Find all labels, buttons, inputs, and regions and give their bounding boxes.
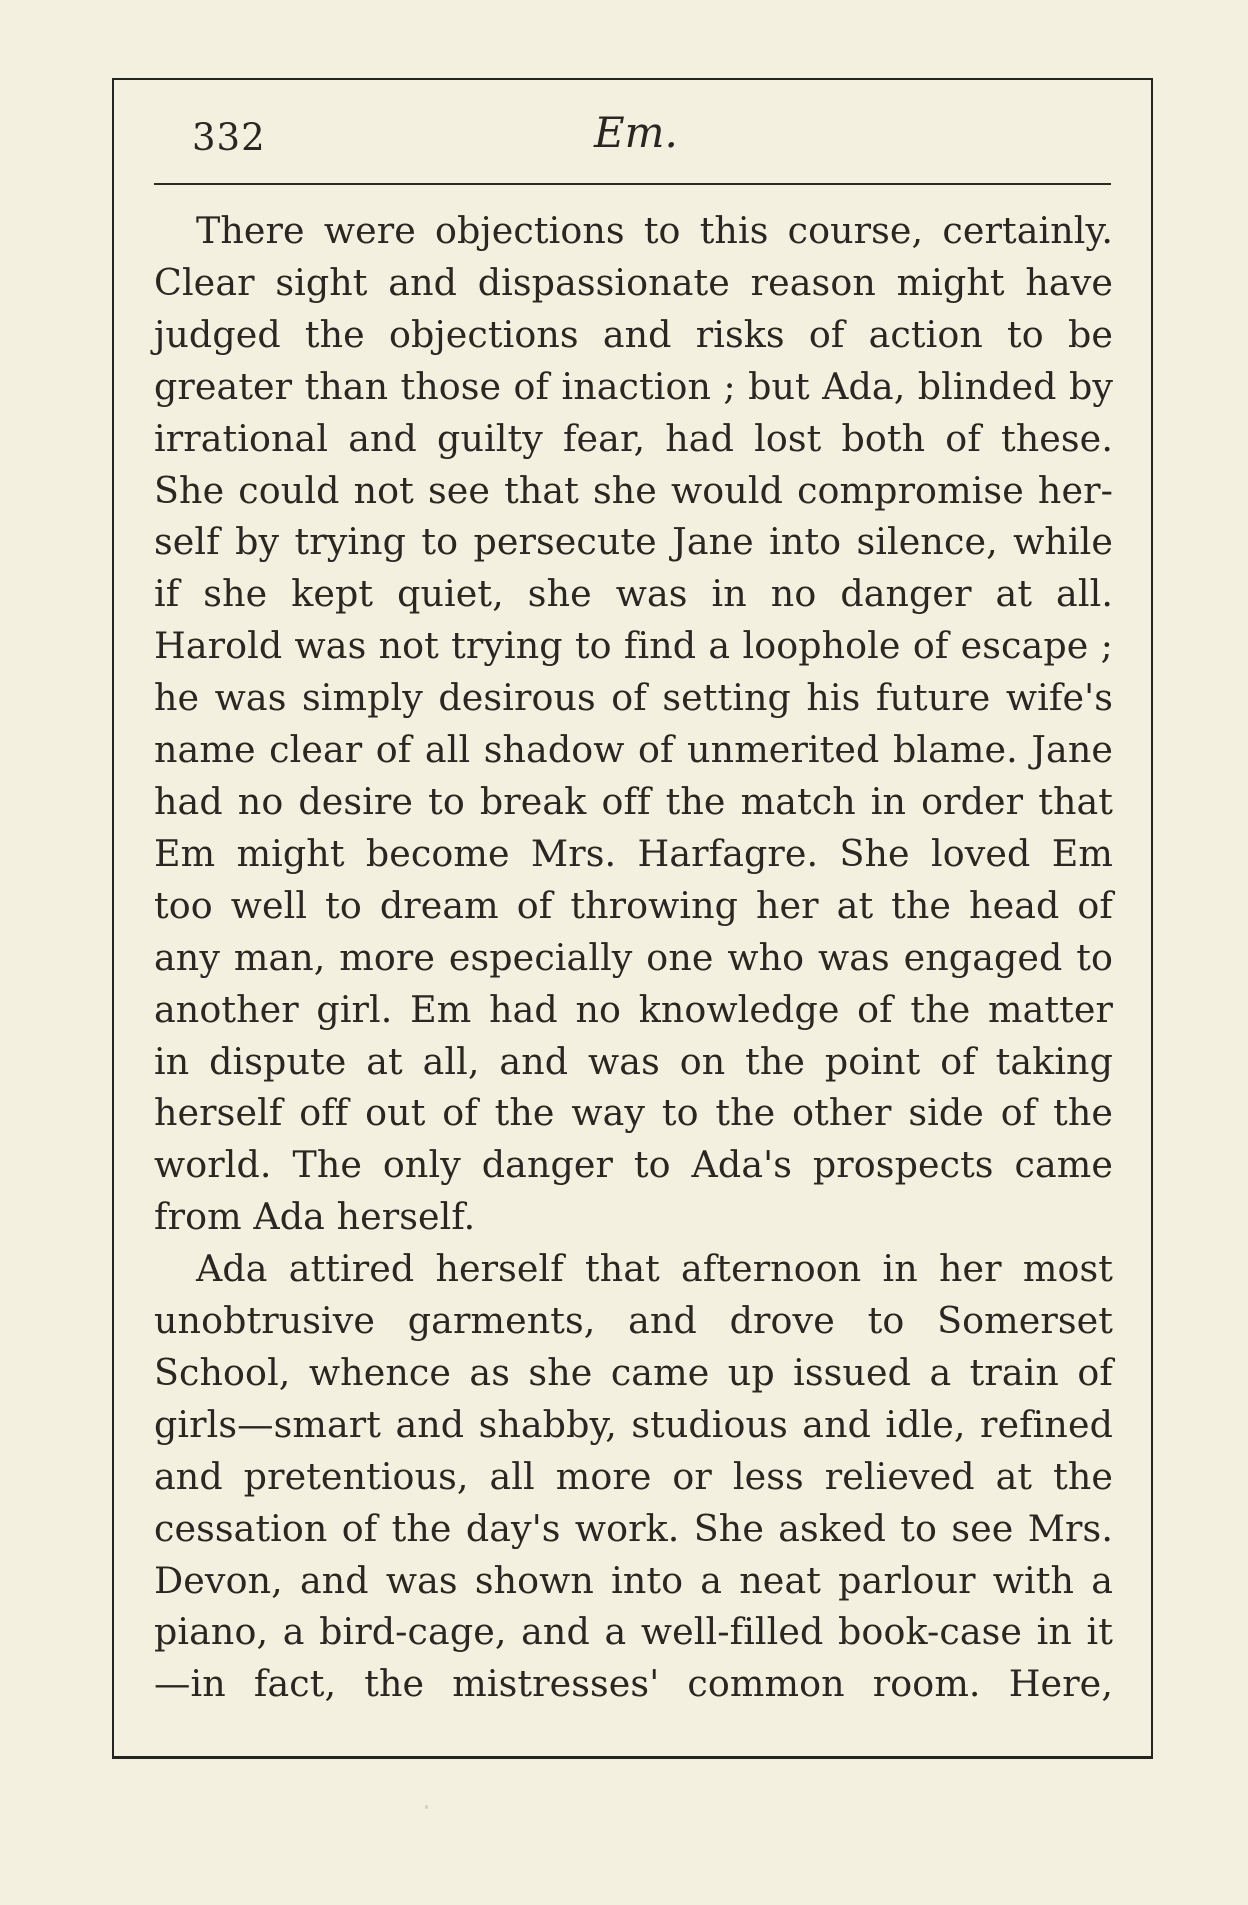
text-line: greater than those of inaction ; but Ada, blinded by xyxy=(154,364,1113,408)
text-line: had no desire to break off the match in order that xyxy=(154,779,1113,823)
text-line: herself off out of the way to the other side of the xyxy=(154,1091,1113,1135)
text-line: judged the objections and risks of action to be xyxy=(154,312,1113,356)
paper-speck xyxy=(425,1805,428,1809)
paragraph-2 xyxy=(154,1243,1113,1710)
text-line: he was simply desirous of setting his future wife's xyxy=(154,676,1113,720)
text-line: world. The only danger to Ada's prospects came xyxy=(154,1143,1113,1187)
text-line: She could not see that she would compromise her- xyxy=(154,468,1113,512)
text-line: There were objections to this course, certainly. xyxy=(196,209,1113,252)
text-line: irrational and guilty fear, had lost both of these. xyxy=(154,416,1113,460)
text-line: any man, more especially one who was engaged to xyxy=(154,935,1113,979)
text-line: if she kept quiet, she was in no danger at all. xyxy=(154,572,1113,616)
text-line: cessation of the day's work. She asked to see Mrs. xyxy=(154,1506,1113,1550)
running-title: Em. xyxy=(594,108,678,157)
text-line: School, whence as she came up issued a train of xyxy=(154,1350,1113,1394)
text-line: too well to dream of throwing her at the head of xyxy=(154,883,1113,927)
body-text xyxy=(154,205,1113,1710)
text-line: unobtrusive garments, and drove to Somerset xyxy=(154,1299,1113,1343)
text-line: Harold was not trying to find a loophole of escape ; xyxy=(154,624,1113,668)
text-line: and pretentious, all more or less relieved at the xyxy=(154,1454,1113,1498)
text-line: Em might become Mrs. Harfagre. She loved Em xyxy=(154,831,1113,875)
paragraph-1 xyxy=(154,205,1113,1243)
text-line: from Ada herself. xyxy=(154,1195,476,1239)
header-rule xyxy=(154,183,1111,185)
text-line: Ada attired herself that afternoon in her most xyxy=(196,1247,1113,1291)
text-line: self by trying to persecute Jane into silence, while xyxy=(154,520,1113,564)
text-line: in dispute at all, and was on the point of taking xyxy=(154,1039,1113,1083)
text-line: another girl. Em had no knowledge of the matter xyxy=(154,987,1113,1031)
text-line: —in fact, the mistresses' common room. Here, xyxy=(154,1662,1113,1706)
page-frame xyxy=(112,78,1153,1759)
text-line: Clear sight and dispassionate reason might have xyxy=(154,260,1113,304)
text-line: girls—smart and shabby, studious and idle, refined xyxy=(154,1402,1113,1446)
text-line: Devon, and was shown into a neat parlour with a xyxy=(154,1558,1113,1602)
text-line: piano, a bird-cage, and a well-filled book-case in it xyxy=(154,1610,1113,1654)
page-number: 332 xyxy=(192,116,266,159)
running-head xyxy=(154,108,1111,164)
text-line: name clear of all shadow of unmerited blame. Jane xyxy=(154,728,1113,772)
